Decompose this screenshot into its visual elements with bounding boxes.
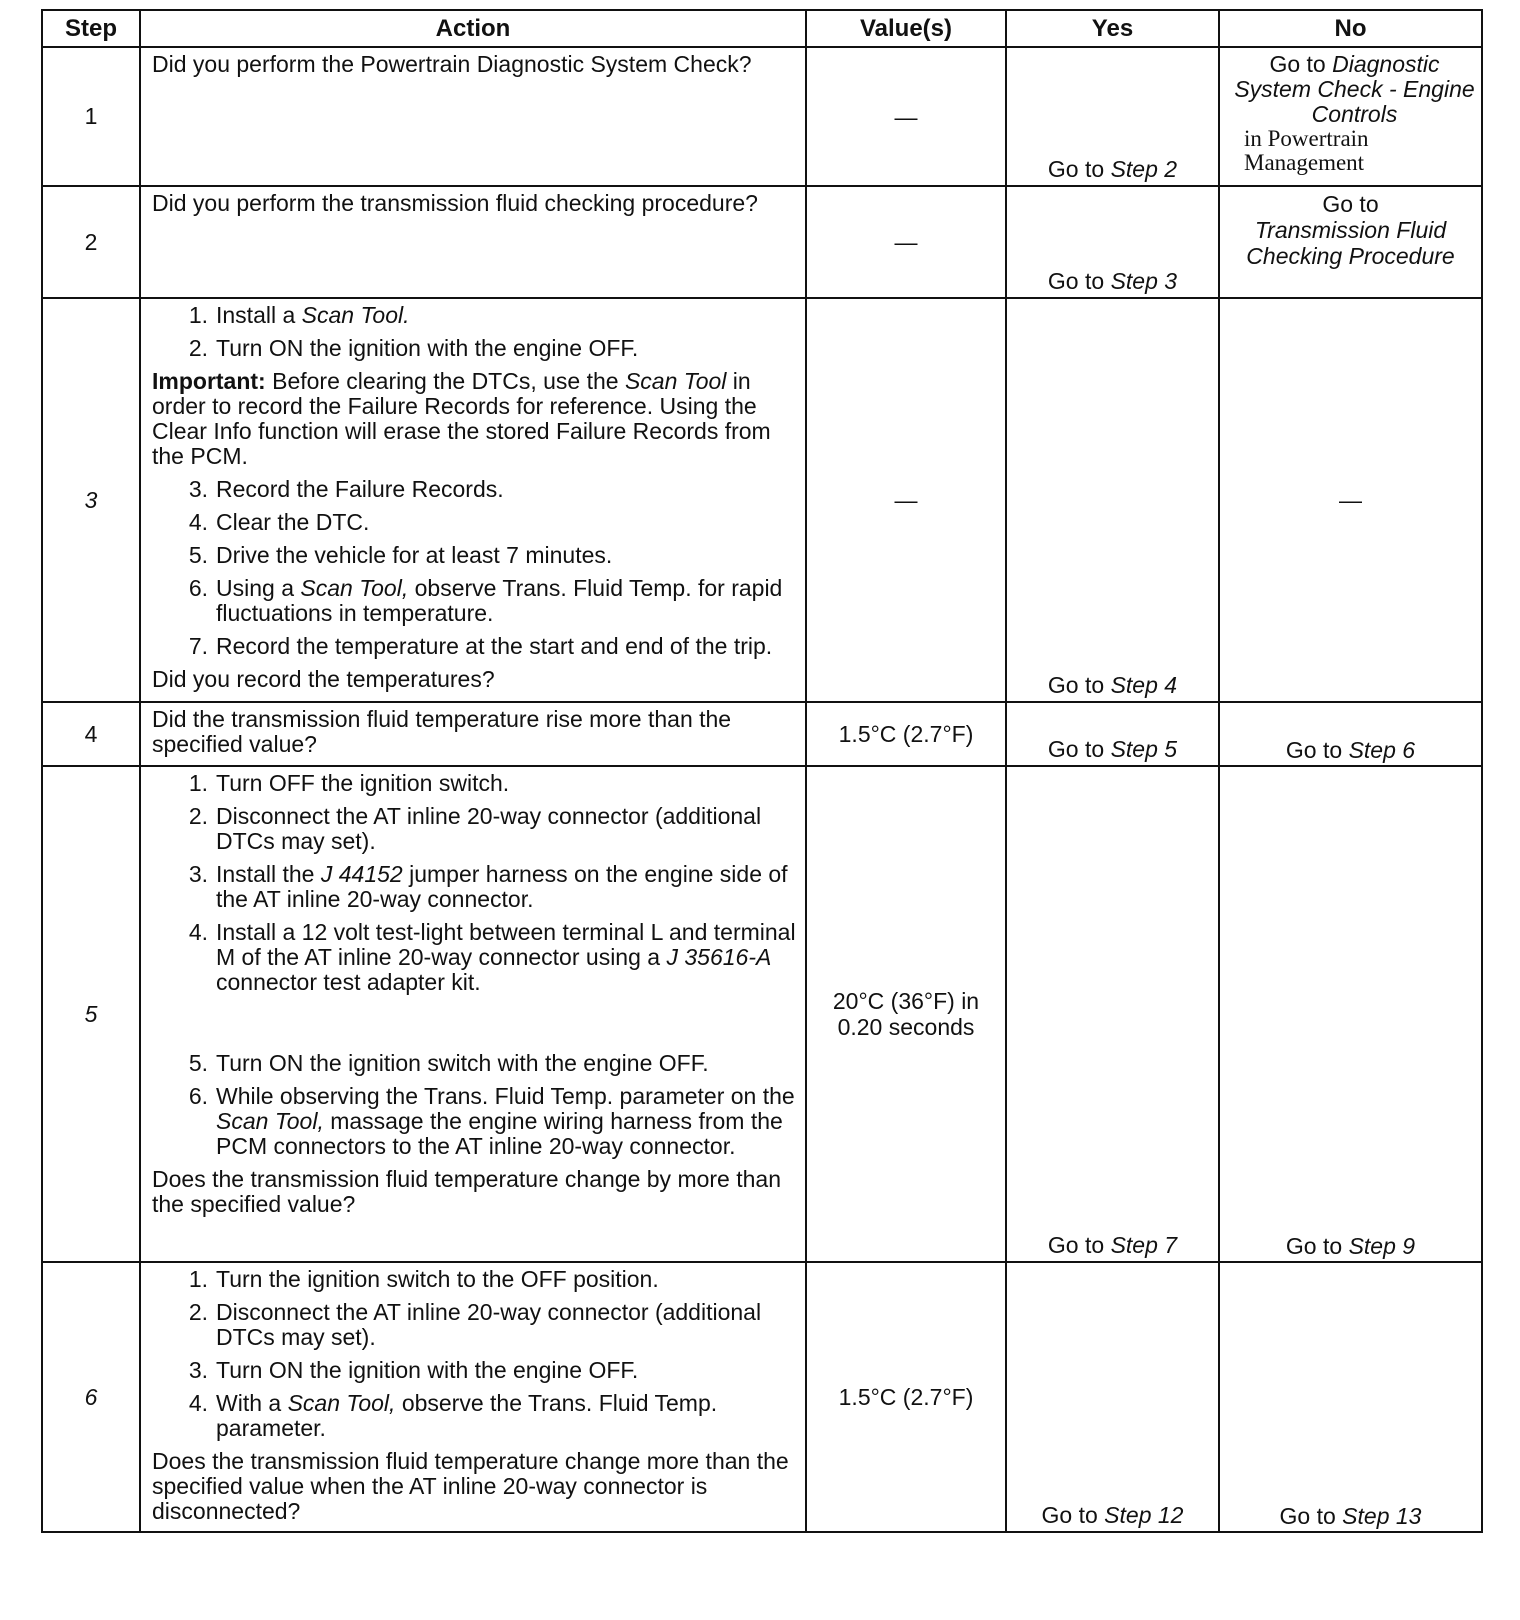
action-steps (152, 477, 799, 659)
go-to-label: Go to (1047, 156, 1105, 182)
header-no: No (1219, 10, 1482, 47)
no-target-link[interactable]: Diagnostic System Check - Engine Controls (1234, 51, 1475, 127)
table-row (42, 702, 1482, 766)
action-steps (152, 303, 799, 361)
action-cell (140, 702, 806, 766)
yes-target-link[interactable]: Step 3 (1110, 268, 1178, 294)
list-item: 5. Drive the vehicle for at least 7 minutes. (188, 542, 613, 568)
list-item: 2. Disconnect the AT inline 20-way connector (additional DTCs may set). (188, 1299, 762, 1350)
go-to-label: Go to (1279, 1503, 1336, 1529)
value-cell: — (806, 186, 1006, 298)
action-question: Does the transmission fluid temperature change by more than the specified value? (152, 1166, 781, 1217)
action-cell (140, 298, 806, 702)
list-item: 4. Clear the DTC. (188, 509, 370, 535)
go-to-label: Go to (1285, 1233, 1343, 1259)
action-question: Did you perform the Powertrain Diagnostic System Check? (152, 51, 752, 77)
list-item: 2. Disconnect the AT inline 20-way connector (additional DTCs may set). (188, 803, 762, 854)
table-row (42, 47, 1482, 186)
step-number: 2 (42, 186, 140, 298)
no-cell[interactable] (1219, 1262, 1482, 1532)
value-cell: 1.5°C (2.7°F) (806, 1262, 1006, 1532)
yes-cell[interactable] (1006, 47, 1219, 186)
yes-target-link[interactable]: Step 7 (1110, 1232, 1178, 1258)
action-question: Did the transmission fluid temperature rise more than the specified value? (152, 706, 732, 757)
go-to-label: Go to (1322, 191, 1379, 217)
value-cell: — (806, 298, 1006, 702)
value-line: 0.20 seconds (837, 1014, 975, 1040)
yes-target-link[interactable]: Step 2 (1110, 156, 1178, 182)
no-cell[interactable] (1219, 702, 1482, 766)
important-note: Important: Before clearing the DTCs, use the Scan Tool in order to record the Failure Records for reference. Using the Clear Info function will erase the stored Failure Records from the PCM. (152, 368, 771, 469)
table-row (42, 766, 1482, 1262)
list-item: 1. Turn the ignition switch to the OFF position. (188, 1266, 659, 1292)
action-question: Did you perform the transmission fluid checking procedure? (152, 190, 758, 216)
go-to-label: Go to (1285, 737, 1343, 763)
no-cell[interactable] (1219, 47, 1482, 186)
step-number: 6 (42, 1262, 140, 1532)
list-item: 7. Record the temperature at the start and end of the trip. (188, 633, 773, 659)
yes-cell[interactable] (1006, 766, 1219, 1262)
go-to-label: Go to (1047, 1232, 1105, 1258)
header-row (42, 10, 1482, 47)
value-line: 20°C (36°F) in (832, 988, 980, 1014)
no-target-link[interactable]: Step 13 (1342, 1503, 1422, 1529)
yes-cell[interactable] (1006, 1262, 1219, 1532)
step-number: 5 (42, 766, 140, 1262)
go-to-label: Go to (1047, 736, 1105, 762)
list-item: 4. Install a 12 volt test-light between terminal L and terminal M of the AT inline 20-way connector using a J 35616-A connector test adapter kit. (188, 919, 796, 995)
action-cell (140, 1262, 806, 1532)
list-item: 1. Turn OFF the ignition switch. (188, 770, 510, 796)
action-cell (140, 47, 806, 186)
value-cell: 1.5°C (2.7°F) (806, 702, 1006, 766)
yes-target-link[interactable]: Step 4 (1110, 672, 1178, 698)
list-item: 1. Install a Scan Tool. (188, 302, 410, 328)
yes-target-link[interactable]: Step 12 (1104, 1502, 1184, 1528)
list-item: 3. Install the J 44152 jumper harness on the engine side of the AT inline 20-way connector. (188, 861, 788, 912)
no-target-link[interactable]: Transmission Fluid Checking Procedure (1246, 217, 1455, 269)
action-cell (140, 186, 806, 298)
list-item: 2. Turn ON the ignition with the engine OFF. (188, 335, 639, 361)
header-action: Action (140, 10, 806, 47)
action-question: Does the transmission fluid temperature change more than the specified value when the AT inline 20-way connector is disconnected? (152, 1448, 789, 1524)
no-target-link[interactable]: Step 9 (1348, 1233, 1416, 1259)
table-row (42, 1262, 1482, 1532)
header-yes: Yes (1006, 10, 1219, 47)
list-item: 3. Record the Failure Records. (188, 476, 504, 502)
action-cell (140, 766, 806, 1262)
no-cell[interactable] (1219, 766, 1482, 1262)
list-item: 6. Using a Scan Tool, observe Trans. Fluid Temp. for rapid fluctuations in temperature. (188, 575, 783, 626)
no-cell[interactable] (1219, 186, 1482, 298)
list-item: 3. Turn ON the ignition with the engine OFF. (188, 1357, 639, 1383)
go-to-label: Go to (1041, 1502, 1098, 1528)
go-to-label: Go to (1047, 672, 1105, 698)
step-number: 4 (42, 702, 140, 766)
yes-cell[interactable] (1006, 186, 1219, 298)
header-values: Value(s) (806, 10, 1006, 47)
diagnostic-table (41, 9, 1483, 1533)
value-cell: — (806, 47, 1006, 186)
go-to-label: Go to (1047, 268, 1105, 294)
no-cell: — (1219, 298, 1482, 702)
no-target-link[interactable]: Step 6 (1348, 737, 1416, 763)
action-steps (152, 1267, 799, 1441)
yes-cell[interactable] (1006, 702, 1219, 766)
list-item: 5. Turn ON the ignition switch with the engine OFF. (188, 1050, 709, 1076)
step-number: 3 (42, 298, 140, 702)
list-item: 4. With a Scan Tool, observe the Trans. Fluid Temp. parameter. (188, 1390, 718, 1441)
yes-target-link[interactable]: Step 5 (1110, 736, 1178, 762)
go-to-label: Go to (1269, 51, 1326, 77)
header-step: Step (42, 10, 140, 47)
yes-cell[interactable] (1006, 298, 1219, 702)
list-item: 6. While observing the Trans. Fluid Temp. parameter on the Scan Tool, massage the engine wiring harness from the PCM connectors to the AT inline 20-way connector. (188, 1083, 795, 1159)
table-row (42, 186, 1482, 298)
action-steps (152, 771, 799, 1159)
action-question: Did you record the temperatures? (152, 666, 495, 692)
table-row (42, 298, 1482, 702)
value-cell (806, 766, 1006, 1262)
step-number: 1 (42, 47, 140, 186)
no-target-context: in Powertrain Management (1244, 126, 1369, 175)
